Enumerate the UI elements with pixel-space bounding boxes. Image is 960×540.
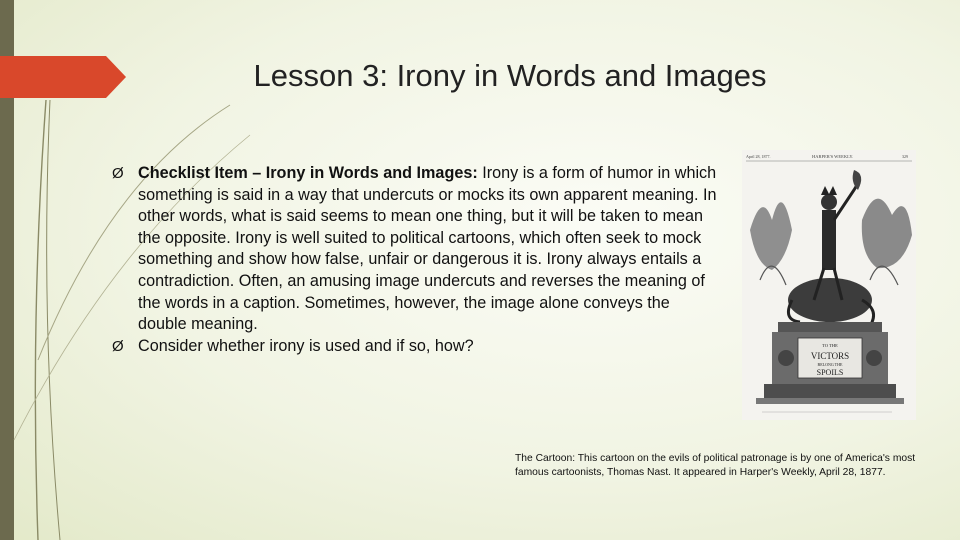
- cartoon-caption: The Cartoon: This cartoon on the evils of political patronage is by one of America's most famous cartoonists, Thomas Nast. It appeared in Harper's Weekly, April 28, 1877.: [515, 453, 916, 478]
- cartoon-image: [742, 150, 916, 420]
- bullet-consider: [112, 336, 722, 358]
- slide-title: Lesson 3: Irony in Words and Images: [253, 58, 767, 93]
- bullet-list: [112, 163, 722, 357]
- bullet-arrow-icon: Ø: [112, 165, 124, 182]
- bullet-checklist-item: [112, 163, 722, 336]
- bullet-text: Irony is a form of humor in which something is said in a way that undercuts or mocks its own apparent meaning. In other words, what is said seems to mean one thing, but it will be taken to mean the opposite. Irony is well suited to political cartoons, which often seek to mock something and show how false, unfair or dangerous it is. Irony always entails a contradiction. Often, an amusing image undercuts and reverses the meaning of the words in a caption. Sometimes, however, the image alone conveys the double meaning.: [138, 164, 717, 334]
- bullet-text: Consider whether irony is used and if so, how?: [138, 336, 474, 355]
- cartoon-header-left: April 28, 1877.: [746, 154, 771, 159]
- bullet-arrow-icon: Ø: [112, 337, 124, 355]
- cartoon-header-right: 329: [902, 154, 908, 159]
- plaque-line-4: SPOILS: [816, 368, 844, 377]
- plaque-line-2: VICTORS: [810, 351, 850, 361]
- title-accent-tab: [0, 56, 126, 98]
- cartoon-drawing: [742, 150, 916, 420]
- plaque-line-1: TO THE: [822, 343, 838, 348]
- plaque-line-3: BELONG THE: [817, 362, 843, 367]
- cartoon-header-center: HARPER'S WEEKLY.: [812, 154, 854, 159]
- bullet-lead: Checklist Item – Irony in Words and Images:: [138, 164, 478, 182]
